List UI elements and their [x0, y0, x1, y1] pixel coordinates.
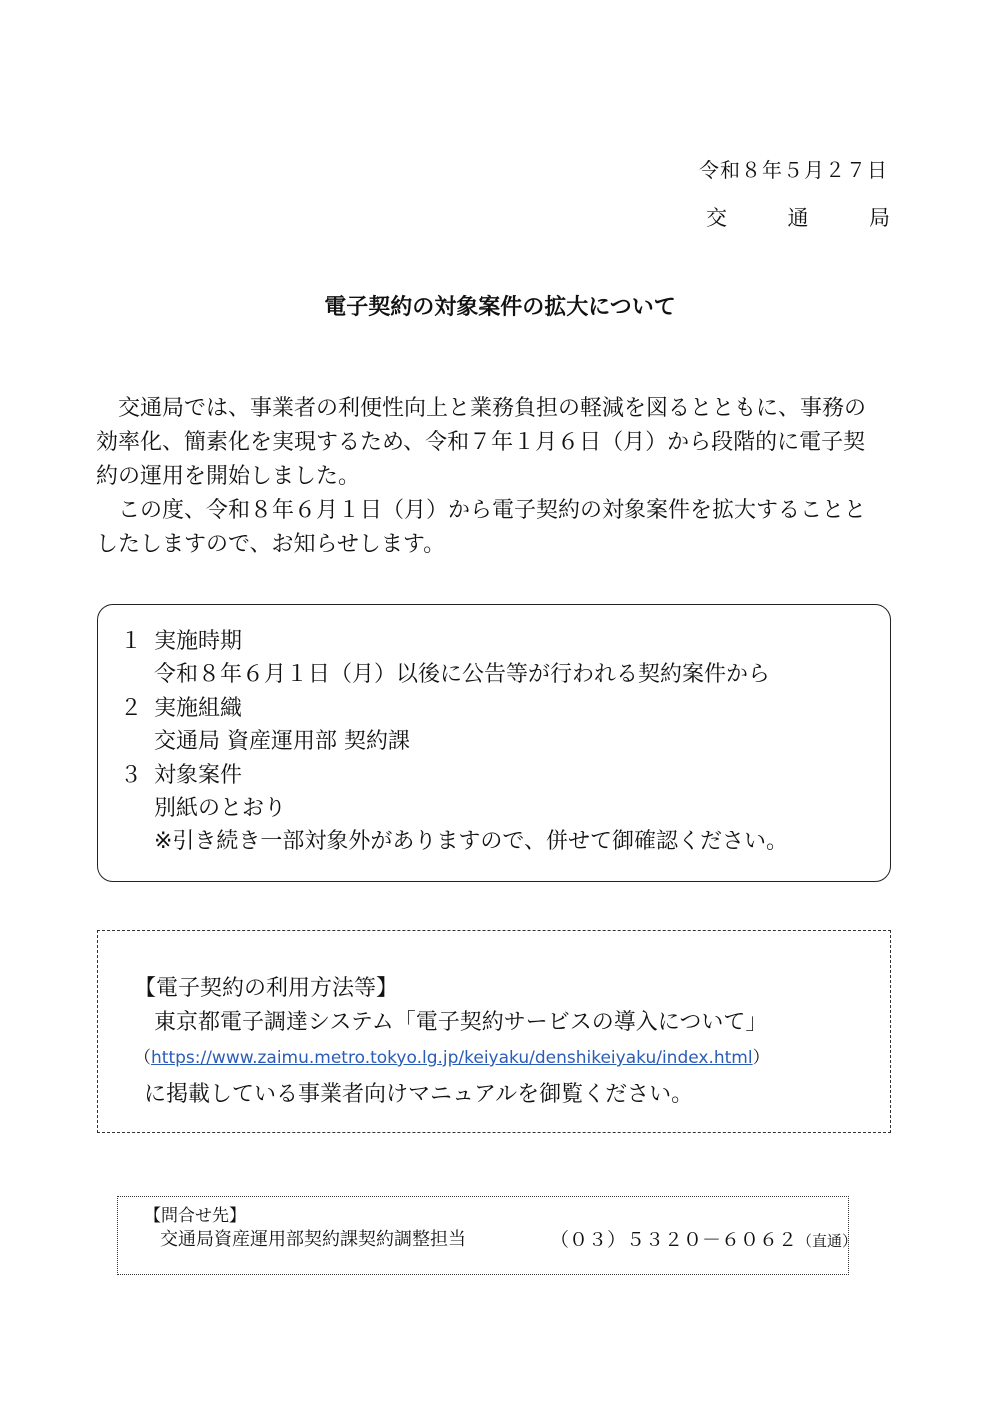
body-line: 務の効率化、簡素化を実現するため、令和７年１月６日（月）から段階的 — [96, 396, 867, 455]
usage-system: 東京都電子調達システム「電子契約サービスの導入について」 — [154, 1010, 768, 1035]
usage-heading: 【電子契約の利用方法等】 — [134, 976, 399, 1001]
paragraph — [96, 392, 876, 494]
contact-box — [117, 1196, 858, 1275]
phone-note: （直通） — [797, 1232, 858, 1250]
item-number: ２ — [120, 696, 143, 721]
usage-info-box — [97, 930, 891, 1133]
body-line: この度、令和８年６月１日（月）から電子契約の対象案件を拡大するこ — [118, 498, 823, 523]
item-detail: 別紙のとおり — [154, 796, 287, 821]
org-char: 局 — [869, 206, 890, 230]
usage-url-line — [134, 1043, 770, 1068]
org-char: 通 — [787, 206, 809, 230]
contact-phone — [550, 1225, 857, 1252]
item-heading-row — [120, 625, 242, 658]
body-text — [96, 392, 876, 562]
body-line: に電子契約の運用を開始しました。 — [96, 430, 866, 489]
item-number: ３ — [120, 763, 143, 788]
item-detail: 令和８年６月１日（月）以後に公告等が行われる契約案件から — [154, 662, 771, 687]
org-char: 交 — [706, 206, 727, 230]
usage-note: に掲載している事業者向けマニュアルを御覧ください。 — [144, 1082, 694, 1107]
body-line: 交通局では、事業者の利便性向上と業務負担の軽減を図るとともに、事 — [118, 396, 823, 421]
item-detail: 交通局 資産運用部 契約課 — [154, 729, 410, 754]
implementation-details-box — [97, 604, 891, 882]
item-detail: ※引き続き一部対象外がありますので、併せて御確認ください。 — [154, 829, 788, 854]
phone-number: （０３）５３２０－６０６２ — [550, 1229, 798, 1251]
document-title: 電子契約の対象案件の拡大について — [324, 295, 676, 320]
issuing-organization — [706, 202, 890, 232]
item-heading: 実施時期 — [154, 629, 243, 654]
item-heading-row — [120, 692, 242, 725]
paren-open: （ — [134, 1048, 151, 1068]
item-heading: 実施組織 — [154, 696, 243, 721]
body-line: ととしたしますので、お知らせします。 — [96, 498, 867, 557]
item-heading-row — [120, 759, 242, 792]
paragraph — [96, 494, 876, 562]
item-number: １ — [120, 629, 143, 654]
contact-department: 交通局資産運用部契約課契約調整担当 — [160, 1229, 466, 1250]
paren-close: ） — [752, 1048, 770, 1068]
contact-heading: 【問合せ先】 — [144, 1206, 246, 1226]
usage-link[interactable]: https://www.zaimu.metro.tokyo.lg.jp/keiyaku/denshikeiyaku/index.html — [151, 1048, 753, 1068]
item-heading: 対象案件 — [154, 763, 243, 788]
document-date: 令和８年５月２７日 — [699, 158, 888, 182]
